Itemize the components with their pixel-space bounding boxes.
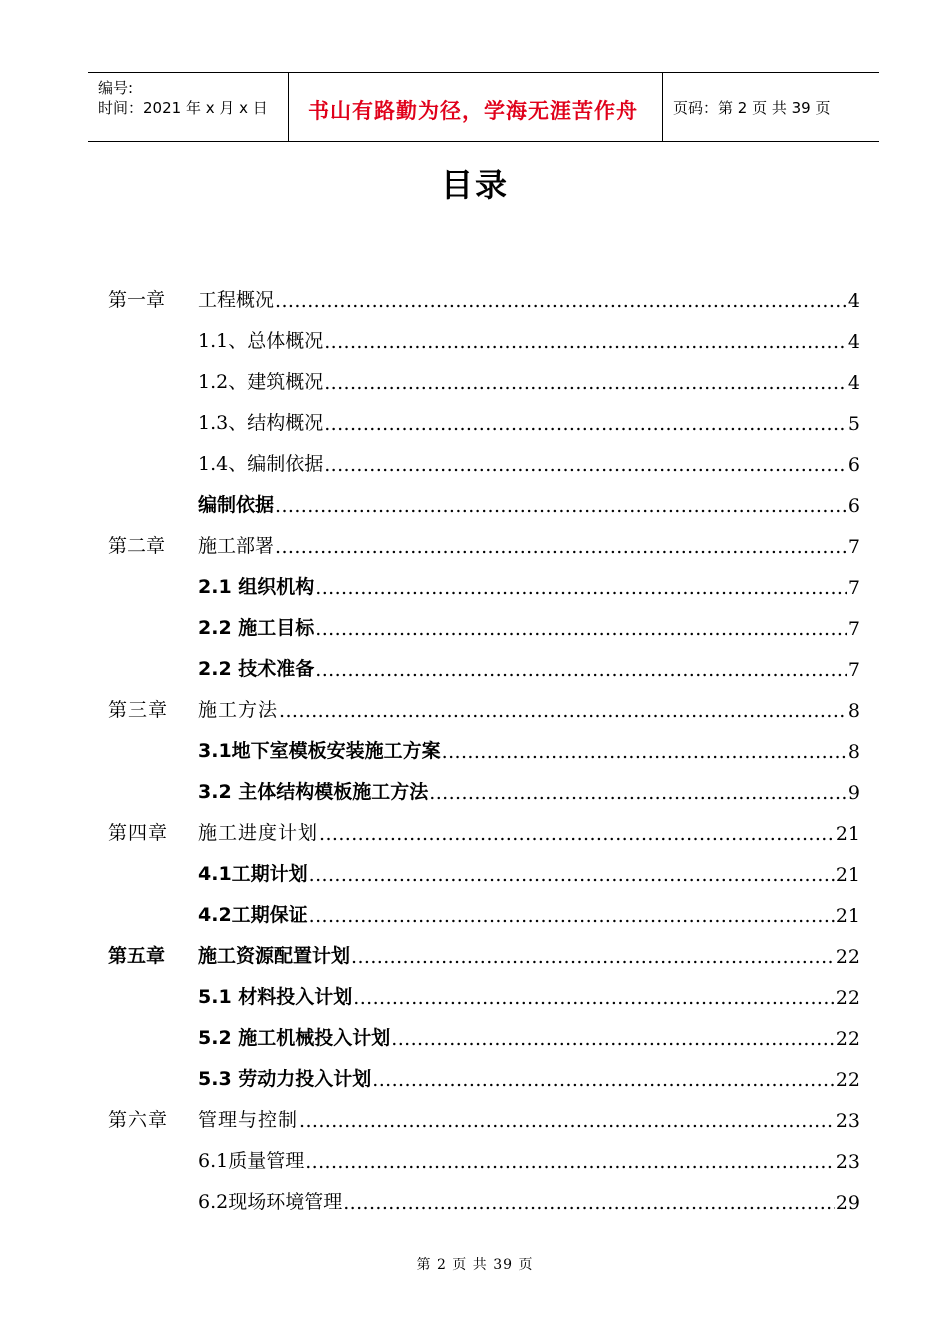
toc-page: 7 (847, 536, 860, 558)
toc-leader (309, 864, 835, 886)
toc-page: 21 (835, 864, 860, 886)
toc-chapter-number: 第一章 (108, 289, 166, 311)
toc-chapter-number: 第六章 (108, 1109, 169, 1131)
toc-page: 22 (835, 987, 860, 1009)
toc-leader (372, 1069, 835, 1091)
header-meta (88, 73, 289, 141)
toc-leader (315, 577, 847, 599)
toc-label: 4.2工期保证 (198, 904, 308, 926)
toc-item-1-2[interactable] (108, 362, 860, 394)
toc-page: 9 (847, 782, 860, 804)
toc-leader (315, 659, 847, 681)
toc-item-2-2[interactable] (108, 608, 860, 640)
header-number: 编号: (98, 79, 134, 97)
toc-leader (309, 905, 835, 927)
toc-label: 2.2 技术准备 (198, 658, 315, 680)
toc-label: 3.2 主体结构模板施工方法 (198, 781, 429, 803)
toc-page: 22 (835, 1069, 860, 1091)
toc-chapter-2[interactable] (108, 526, 860, 558)
toc-page: 5 (847, 413, 860, 435)
toc-leader (279, 700, 847, 722)
toc-chapter-number: 第五章 (108, 945, 166, 967)
toc-page: 7 (847, 618, 860, 640)
toc-leader (442, 741, 847, 763)
toc-leader (275, 290, 847, 312)
toc-chapter-4[interactable] (108, 813, 860, 845)
toc-page: 4 (847, 290, 860, 312)
toc-page: 23 (835, 1151, 860, 1173)
toc-leader (343, 1192, 835, 1214)
toc-item-1-4[interactable] (108, 444, 860, 476)
toc-item-3-2[interactable] (108, 772, 860, 804)
toc-label: 施工进度计划 (198, 822, 319, 844)
toc-page: 4 (847, 331, 860, 353)
toc-label: 管理与控制 (198, 1109, 299, 1131)
toc-label: 施工方法 (198, 699, 279, 721)
toc-chapter-number: 第四章 (108, 822, 169, 844)
toc-chapter-6[interactable] (108, 1100, 860, 1132)
toc-item-basis[interactable] (108, 485, 860, 517)
header-page: 页码：第 2 页 共 39 页 (673, 99, 831, 117)
toc-label: 工程概况 (198, 289, 275, 311)
toc-label: 施工资源配置计划 (198, 945, 351, 967)
toc-leader (324, 372, 847, 394)
toc-label: 2.2 施工目标 (198, 617, 315, 639)
toc-label: 施工部署 (198, 535, 275, 557)
toc-item-1-3[interactable] (108, 403, 860, 435)
header-time: 时间：2021 年 x 月 x 日 (98, 99, 268, 117)
toc-item-5-2[interactable] (108, 1018, 860, 1050)
toc-chapter-5[interactable] (108, 936, 860, 968)
toc-page: 22 (835, 1028, 860, 1050)
toc-leader (315, 618, 847, 640)
toc-leader (324, 331, 847, 353)
toc-page: 4 (847, 372, 860, 394)
toc-chapter-1[interactable] (108, 280, 860, 312)
toc-item-3-1[interactable] (108, 731, 860, 763)
toc-label: 6.1质量管理 (198, 1150, 305, 1172)
toc-page: 22 (835, 946, 860, 968)
toc-page: 7 (847, 577, 860, 599)
toc-item-2-3[interactable] (108, 649, 860, 681)
toc-leader (351, 946, 835, 968)
toc-label: 1.3、结构概况 (198, 412, 324, 434)
toc-leader (305, 1151, 835, 1173)
toc-leader (299, 1110, 835, 1132)
toc-item-4-1[interactable] (108, 854, 860, 886)
toc-label: 6.2现场环境管理 (198, 1191, 343, 1213)
toc-page: 6 (847, 495, 860, 517)
toc-item-1-1[interactable] (108, 321, 860, 353)
toc-label: 4.1工期计划 (198, 863, 308, 885)
toc-leader (429, 782, 847, 804)
toc-label: 1.1、总体概况 (198, 330, 324, 352)
toc-label: 1.2、建筑概况 (198, 371, 324, 393)
toc-chapter-number: 第三章 (108, 699, 169, 721)
toc-label: 5.2 施工机械投入计划 (198, 1027, 391, 1049)
page-title: 目录 (440, 166, 509, 204)
toc-leader (275, 536, 847, 558)
toc-label: 编制依据 (198, 494, 275, 516)
toc-page: 23 (835, 1110, 860, 1132)
toc-item-6-1[interactable] (108, 1141, 860, 1173)
toc-page: 8 (847, 741, 860, 763)
header-motto: 书山有路勤为径，学海无涯苦作舟 (308, 98, 638, 123)
toc-item-4-2[interactable] (108, 895, 860, 927)
page-footer: 第 2 页 共 39 页 (416, 1257, 534, 1273)
toc-item-6-2[interactable] (108, 1182, 860, 1214)
toc-item-5-1[interactable] (108, 977, 860, 1009)
toc-page: 21 (835, 905, 860, 927)
toc-page: 21 (835, 823, 860, 845)
toc-leader (275, 495, 847, 517)
toc-item-5-3[interactable] (108, 1059, 860, 1091)
toc-leader (319, 823, 835, 845)
toc-page: 7 (847, 659, 860, 681)
header-page-cell (663, 73, 879, 141)
toc-page: 29 (835, 1192, 860, 1214)
toc-chapter-3[interactable] (108, 690, 860, 722)
toc-item-2-1[interactable] (108, 567, 860, 599)
toc-label: 3.1地下室模板安装施工方案 (198, 740, 441, 762)
document-header (88, 72, 879, 142)
toc-leader (324, 413, 847, 435)
toc-label: 5.3 劳动力投入计划 (198, 1068, 372, 1090)
toc-leader (353, 987, 835, 1009)
toc-page: 8 (847, 700, 860, 722)
toc-label: 5.1 材料投入计划 (198, 986, 353, 1008)
toc-page: 6 (847, 454, 860, 476)
toc-leader (324, 454, 847, 476)
toc-chapter-number: 第二章 (108, 535, 166, 557)
toc-label: 1.4、编制依据 (198, 453, 324, 475)
header-motto-cell (288, 73, 663, 141)
toc-label: 2.1 组织机构 (198, 576, 315, 598)
toc-leader (391, 1028, 835, 1050)
